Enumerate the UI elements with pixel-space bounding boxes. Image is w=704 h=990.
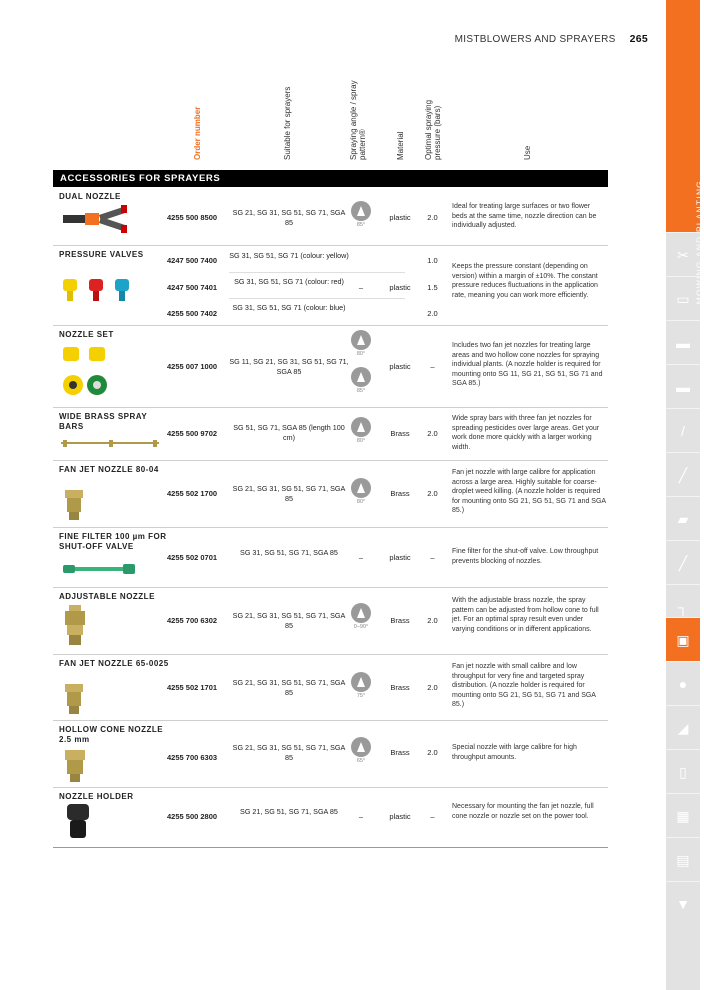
suitable-sprayers: SG 31, SG 51, SG 71 (colour: yellow) <box>229 251 349 260</box>
spray-pattern-icon <box>351 417 371 437</box>
ground-drill-tab-icon[interactable]: ▬ <box>666 320 700 365</box>
suitable-sprayers: SG 21, SG 31, SG 51, SG 71, SGA 85 <box>232 678 346 697</box>
hollow-cone-nozzle-image <box>63 748 87 784</box>
product-name: NOZZLE HOLDER <box>59 792 134 801</box>
use-text: Ideal for treating large surfaces or two flower beds at the same time, nozzle direction can be individually adjusted. <box>452 203 597 230</box>
product-row-hollow-cone <box>53 720 608 788</box>
spray-angle: 80° <box>348 417 374 444</box>
nozzle-holder-image <box>63 802 93 844</box>
spray-angle: – <box>358 812 364 821</box>
page-header <box>455 33 648 45</box>
spray-angle: 0–90° <box>348 603 374 630</box>
use-text: Wide spray bars with three fan jet nozzles for spreading pesticides over large areas. Get your work done more quickly with a larger working width. <box>452 415 600 451</box>
material: plastic <box>389 283 411 292</box>
material: Brass <box>390 429 410 438</box>
order-number: 4255 500 7402 <box>167 309 218 318</box>
spray-pattern-icon <box>351 201 371 221</box>
spray-pattern-icon <box>351 737 371 757</box>
pressure: 2.0 <box>427 213 438 222</box>
pressure-valves-image <box>61 275 133 305</box>
pressure: – <box>430 362 435 371</box>
use-text: Includes two fan jet nozzles for treating large areas and two hollow cone nozzles for spraying individual plants. (A nozzle holder is required for mounting onto SG 11, SG 21, SG 51, SG 71 and SGA 85.) <box>452 342 603 388</box>
phone-tab-icon[interactable]: ▯ <box>666 749 700 794</box>
material: plastic <box>389 812 411 821</box>
col-pressure: Optimal spraying pressure (bars) <box>424 99 442 160</box>
pressure: 2.0 <box>427 309 438 318</box>
spray-angle: 80° <box>348 330 374 357</box>
suitable-sprayers: SG 31, SG 51, SG 71 (colour: blue) <box>232 303 346 312</box>
page-number: 265 <box>629 33 648 45</box>
sidebar-label: MOWING AND PLANTING <box>694 180 704 305</box>
order-number: 4247 500 7400 <box>167 256 218 265</box>
cutoff-tab-icon[interactable]: ▭ <box>666 276 700 321</box>
suitable-sprayers: SG 21, SG 51, SG 71, SGA 85 <box>240 807 338 816</box>
order-number: 4255 500 2800 <box>167 812 218 821</box>
sprayer-tab-icon[interactable]: ▣ <box>666 617 700 662</box>
fan-jet-nozzle-image <box>61 488 91 524</box>
suitable-sprayers: SG 31, SG 51, SG 71, SGA 85 <box>240 548 338 557</box>
spray-pattern-icon <box>351 478 371 498</box>
order-number: 4255 502 1700 <box>167 489 218 498</box>
order-number: 4255 502 0701 <box>167 553 218 562</box>
adjustable-nozzle-image <box>63 603 87 649</box>
product-row-fan-jet-65 <box>53 654 608 721</box>
tshirt-tab-icon[interactable]: ▼ <box>666 881 700 926</box>
suitable-sprayers: SG 21, SG 31, SG 51, SG 71, SGA 85 <box>232 208 346 227</box>
divider <box>229 298 405 299</box>
lawnmower-tab-icon[interactable]: ▰ <box>666 496 700 541</box>
spray-angle: – <box>358 553 364 562</box>
pressure: 1.5 <box>427 283 438 292</box>
product-name: WIDE BRASS SPRAY BARS <box>59 412 148 431</box>
material: plastic <box>389 553 411 562</box>
col-angle: Spraying angle / spray pattern® <box>349 80 367 160</box>
spray-pattern-icon <box>351 672 371 692</box>
pressure: – <box>430 553 435 562</box>
section-title: MISTBLOWERS AND SPRAYERS <box>454 34 616 45</box>
product-row-pressure-valves <box>53 245 608 326</box>
pressure: 2.0 <box>427 616 438 625</box>
product-name: FINE FILTER 100 µm FOR SHUT-OFF VALVE <box>59 532 167 551</box>
suitable-sprayers: SG 21, SG 31, SG 51, SG 71, SGA 85 <box>232 611 346 630</box>
spray-angle: – <box>358 283 364 292</box>
product-row-brass-spray-bars <box>53 407 608 461</box>
order-number: 4255 700 6302 <box>167 616 218 625</box>
material: Brass <box>390 748 410 757</box>
pressure: 2.0 <box>427 748 438 757</box>
use-text: With the adjustable brass nozzle, the spray pattern can be adjusted from hollow cone to full jet. For an optimal spray result even under varying conditions or in different applications. <box>452 597 599 633</box>
use-text: Fine filter for the shut-off valve. Low throughput prevents blocking of nozzles. <box>452 548 599 565</box>
spray-pattern-icon <box>351 330 371 350</box>
suitable-sprayers: SG 11, SG 21, SG 31, SG 51, SG 71, SGA 85 <box>229 357 349 376</box>
product-name: FAN JET NOZZLE 65-0025 <box>59 659 169 668</box>
material: plastic <box>389 213 411 222</box>
kombi-tab-icon[interactable]: ╱ <box>666 452 700 497</box>
use-text: Necessary for mounting the fan jet nozzle, full cone nozzle or nozzle set on the power tool. <box>452 803 594 820</box>
spray-pattern-icon <box>351 603 371 623</box>
dual-nozzle-image <box>61 203 131 237</box>
nozzle-set-image <box>61 345 111 405</box>
product-row-nozzle-set <box>53 325 608 408</box>
material: plastic <box>389 362 411 371</box>
suitable-sprayers: SG 51, SG 71, SGA 85 (length 100 cm) <box>233 423 345 442</box>
product-name: FAN JET NOZZLE 80-04 <box>59 465 159 474</box>
product-row-dual-nozzle <box>53 187 608 246</box>
use-text: Fan jet nozzle with small calibre and low throughput for very fine and targeted spray distribution. (A nozzle holder is required for mounting onto SG 21, SG 51, SG 71 and SGA 85.) <box>452 663 596 709</box>
pressure: 2.0 <box>427 683 438 692</box>
pole-pruner-tab-icon[interactable]: ╱ <box>666 540 700 585</box>
spray-angle: 85° <box>348 367 374 394</box>
product-row-fan-jet-80 <box>53 460 608 528</box>
hedge-trimmer-tab-icon[interactable]: ▬ <box>666 364 700 409</box>
col-use: Use <box>523 145 532 160</box>
fuel-tab-icon[interactable]: ▦ <box>666 793 700 838</box>
col-order-number: Order number <box>193 106 202 160</box>
tiller-tab-icon[interactable]: ◢ <box>666 705 700 750</box>
spray-angle: 80° <box>348 478 374 505</box>
product-name: PRESSURE VALVES <box>59 250 144 259</box>
product-row-adjustable-nozzle <box>53 587 608 655</box>
spray-angle: 75° <box>348 672 374 699</box>
blower-tab-icon[interactable]: ┐ <box>666 584 700 629</box>
suitable-sprayers: SG 31, SG 51, SG 71 (colour: red) <box>234 277 344 286</box>
order-number: 4255 700 6303 <box>167 753 218 762</box>
section-bar: ACCESSORIES FOR SPRAYERS <box>53 170 608 187</box>
use-text: Fan jet nozzle with large calibre for application across a large area. Highly suitable for coarse-droplet weed killing. (A nozzle holder is required for mounting onto SG 21, SG 51, SG 71 and SGA 85.) <box>452 469 606 515</box>
product-name: DUAL NOZZLE <box>59 192 121 201</box>
fine-filter-image <box>61 561 139 577</box>
material: Brass <box>390 683 410 692</box>
brushcutter-tab-icon[interactable]: / <box>666 408 700 453</box>
spray-pattern-icon <box>351 367 371 387</box>
sidebar-chapter <box>666 0 704 305</box>
spray-angle: 85° <box>348 201 374 228</box>
order-number: 4255 502 1701 <box>167 683 218 692</box>
order-number: 4255 500 9702 <box>167 429 218 438</box>
product-name: NOZZLE SET <box>59 330 114 339</box>
product-row-nozzle-holder <box>53 787 608 848</box>
pressure: 1.0 <box>427 256 438 265</box>
suitable-sprayers: SG 21, SG 31, SG 51, SG 71, SGA 85 <box>232 743 346 762</box>
chainsaw-tab-icon[interactable]: ✂ <box>666 232 700 277</box>
use-text: Special nozzle with large calibre for high throughput amounts. <box>452 744 577 761</box>
material: Brass <box>390 489 410 498</box>
fan-jet-nozzle-image <box>61 682 91 716</box>
product-name: ADJUSTABLE NOZZLE <box>59 592 155 601</box>
suitable-sprayers: SG 21, SG 31, SG 51, SG 71, SGA 85 <box>232 484 346 503</box>
pressure: 2.0 <box>427 489 438 498</box>
pressure: – <box>430 812 435 821</box>
col-suitable: Suitable for sprayers <box>283 86 292 160</box>
product-row-fine-filter <box>53 527 608 588</box>
spray-angle: 65° <box>348 737 374 764</box>
order-number: 4247 500 7401 <box>167 283 218 292</box>
pressure: 2.0 <box>427 429 438 438</box>
col-material: Material <box>396 131 405 160</box>
brass-spray-bars-image <box>61 439 161 449</box>
order-number: 4255 500 8500 <box>167 213 218 222</box>
use-text: Keeps the pressure constant (depending on version) within a margin of ±10%. The constant pressure reduces fluctuations in the application rate, meaning you can work more efficiently. <box>452 263 598 299</box>
shredder-tab-icon[interactable]: ● <box>666 661 700 706</box>
workwear-tab-icon[interactable]: ▤ <box>666 837 700 882</box>
material: Brass <box>390 616 410 625</box>
divider <box>229 272 405 273</box>
product-name: HOLLOW CONE NOZZLE 2.5 mm <box>59 725 164 744</box>
order-number: 4255 007 1000 <box>167 362 218 371</box>
